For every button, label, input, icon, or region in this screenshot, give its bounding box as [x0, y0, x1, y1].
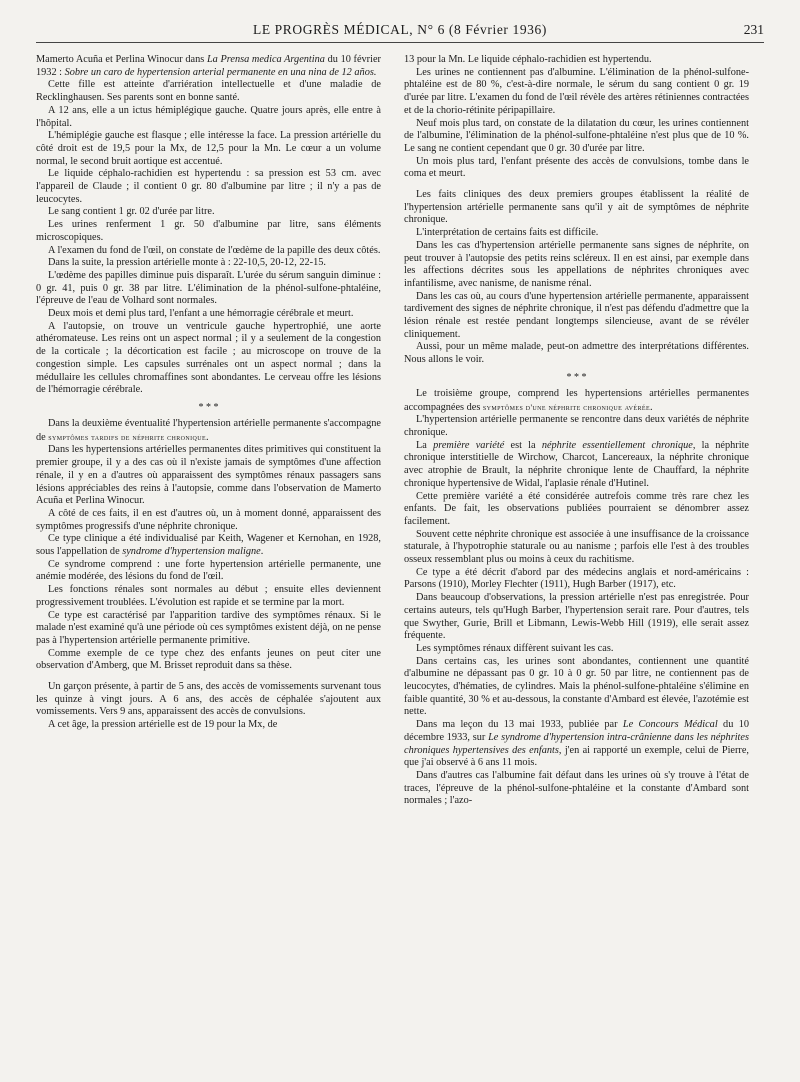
- italic-term: néphrite essentiellement chronique: [541, 439, 693, 451]
- paragraph: L'interprétation de certains faits est difficile.: [416, 227, 599, 239]
- text-run: Le troisième groupe, comprend les hypertensions artérielles permanentes accompagnées des: [404, 387, 749, 413]
- paragraph: Ce type a été décrit d'abord par des médecins anglais et nord-américains : Parsons (1910), Morley Flechter (1911), Hugh Barber (1917), etc.: [404, 566, 749, 591]
- text-run: .: [206, 431, 209, 443]
- paragraph: [36, 533, 381, 558]
- section-separator: * * *: [198, 401, 219, 413]
- paragraph: Les symptômes rénaux diffèrent suivant les cas.: [416, 642, 614, 654]
- paragraph: [36, 54, 381, 79]
- left-column: [36, 54, 381, 1064]
- paragraph: Dans les cas où, au cours d'une hypertension artérielle permanente, apparaissent tardivement des signes de néphrite chronique, il n'est pas défendu d'admettre que la lésion rénale est restée pendant longtemps silencieuse, avant de se révéler cliniquement.: [404, 290, 749, 340]
- paragraph: A côté de ces faits, il en est d'autres où, un à moment donné, apparaissent des symptômes progressifs d'une néphrite chronique.: [36, 507, 381, 532]
- text-run: Dans la deuxième éventualité l'hypertension artérielle permanente s'accompagne de: [36, 417, 381, 443]
- paragraph: Le sang contient 1 gr. 02 d'urée par litre.: [48, 206, 215, 218]
- paragraph: [36, 418, 381, 444]
- paragraph: Cette fille est atteinte d'arriération intellectuelle et d'une maladie de Recklinghausen. Ses parents sont en bonne santé.: [36, 79, 381, 104]
- journal-title: Le Concours Médical: [622, 719, 718, 731]
- paragraph: Dans beaucoup d'observations, la pression artérielle n'est pas enregistrée. Pour certains auteurs, tels qu'Hugh Barber, l'hypertension serait rare. Pour d'autres, tels que Swyther, Gurie, Brill et Libmann, Lewis-Webb Hill (1919), elle serait assez fréquente.: [404, 592, 749, 642]
- text-run: du 10 février 1932 :: [36, 54, 381, 78]
- paragraph: Les urines renferment 1 gr. 50 d'albumine par litre, sans éléments microscopiques.: [36, 219, 381, 243]
- paragraph: Les urines ne contiennent pas d'albumine. L'élimination de la phénol-sulfone-phtaléine est de 80 %, c'est-à-dire normale, le sérum du sang contient 0 gr. 19 d'urée par litre. L'examen du fond de l'œil révèle des artères rétiniennes contractées et de la chorio-rétinite péripapillaire.: [404, 66, 749, 116]
- paragraph: Les fonctions rénales sont normales au début ; ensuite elles deviennent progressivement troublées. L'évolution est rapide et se termine par la mort.: [36, 584, 381, 608]
- italic-term: première variété: [433, 439, 505, 451]
- journal-title: La Prensa medica Argentina: [206, 54, 325, 65]
- paragraph: L'hémiplégie gauche est flasque ; elle intéresse la face. La pression artérielle du côté droit est de 19,5 pour la Mx, de 12,5 pour la Mn. Le cœur a un volume normal, le second bruit aortique est accentué.: [36, 130, 381, 167]
- paragraph: L'œdème des papilles diminue puis disparaît. L'urée du sérum sanguin diminue : 0 gr. 41, puis 0 gr. 38 par litre. L'élimination de la phénol-sulfone-phtaléine, l'épreuve de l'eau de Volhard sont normales.: [36, 269, 381, 307]
- paragraph: L'hypertension artérielle permanente se rencontre dans deux variétés de néphrite chronique.: [404, 414, 749, 438]
- text-run: .: [260, 546, 264, 558]
- section-separator: * * *: [566, 371, 587, 383]
- text-run: est la: [504, 439, 542, 451]
- paragraph: [404, 440, 749, 491]
- paragraph: Dans la suite, la pression artérielle monte à : 22-10,5, 20-12, 22-15.: [48, 257, 326, 269]
- lecture-title: Le syndrome d'hypertension intra-crânienne dans les néphrites chroniques hypertensives des enfants: [404, 731, 749, 756]
- paragraph: Un mois plus tard, l'enfant présente des accès de convulsions, tombe dans le coma et meurt.: [404, 155, 749, 180]
- paragraph: [404, 719, 749, 770]
- paragraph: 13 pour la Mn. Le liquide céphalo-rachidien est hypertendu.: [404, 54, 652, 65]
- paragraph: Souvent cette néphrite chronique est associée à une insuffisance de la croissance staturale, à l'hypotrophie staturale ou au nanisme ; parfois elle l'est à des troubles osseux ressemblant plus ou moins à ceux du rachitisme.: [404, 528, 749, 566]
- text-run: .: [650, 401, 653, 413]
- paragraph: Ce type est caractérisé par l'apparition tardive des symptômes rénaux. Si le malade n'est examiné qu'à une période où ces symptômes existent déjà, on ne pense pas à l'hypertension artérielle permanente primitive.: [36, 609, 381, 646]
- text-run: Dans ma leçon du 13 mai 1933, publiée par: [416, 719, 623, 731]
- running-header: [36, 22, 764, 43]
- paragraph: A l'examen du fond de l'œil, on constate de l'œdème de la papille des deux côtés.: [48, 244, 381, 256]
- paragraph: A l'autopsie, on trouve un ventricule gauche hypertrophié, une aorte athéromateuse. Les reins ont un aspect normal ; il y a seulement de la congestion de la corticale ; la décortication est facile ; au microscope on trouve de la congestion simple. Les capsules surrénales ont un aspect normal ; dans la médullaire les cellules chromaffines sont abondantes. Le cerveau offre les lésions de l'hémorragie cérébrale.: [36, 320, 381, 396]
- text-run: Ce type clinique a été individualisé par Keith, Wagener et Kernohan, en 1928, sous l'appellation de: [36, 533, 381, 558]
- paragraph: Comme exemple de ce type chez des enfants jeunes on peut citer une observation d'Amberg, que M. Brisset reproduit dans sa thèse.: [36, 647, 381, 672]
- text-run: , la néphrite chronique interstitielle de Wirchow, Charcot, Lancereaux, la néphrite chronique avec atrophie de Brault, la néphrite chronique lente de Chauffard, la néphrite chronique hypertensive de Widal, l'aplasie rénale d'Hutinel.: [404, 439, 749, 489]
- paragraph: Le liquide céphalo-rachidien est hypertendu : sa pression est 53 cm. avec l'appareil de Claude ; il contient 0 gr. 80 d'albumine par litre ; il n'y a pas de leucocytes.: [36, 168, 381, 205]
- paragraph: Neuf mois plus tard, on constate de la dilatation du cœur, les urines contiennent de l'albumine, l'élimination de la phénol-sulfone-phtaléine n'est plus que de 10 %. Le sang ne contient cependant que 0 gr. 30 d'urée par litre.: [404, 117, 749, 154]
- paragraph: Ce syndrome comprend : une forte hypertension artérielle permanente, une anémie modérée, des lésions du fond de l'œil.: [36, 558, 381, 583]
- paragraph: Un garçon présente, à partir de 5 ans, des accès de vomissements survenant tous les quinze à vingt jours. A 6 ans, des accès de céphalée s'ajoutent aux vomissements. Vers 9 ans, apparaissent des accès de convulsions.: [36, 681, 381, 718]
- paragraph: Dans les cas d'hypertension artérielle permanente sans signes de néphrite, on peut trouver à l'autopsie des petits reins scléreux. Il en est ainsi, par exemple dans les affections décrites sous les appellations de néphrites chroniques avec infantilisme, avec nanisme, de nanisme rénal.: [404, 239, 749, 289]
- italic-term: syndrome d'hypertension maligne: [122, 546, 261, 558]
- paragraph: A cet âge, la pression artérielle est de 19 pour la Mx, de: [48, 719, 278, 731]
- text-run: Mamerto Acuña et Perlina Winocur dans: [36, 54, 207, 65]
- text-run: La: [416, 439, 434, 451]
- small-caps-term: symptômes tardifs de néphrite chronique: [48, 431, 207, 442]
- running-title: LE PROGRÈS MÉDICAL, N° 6 (8 Février 1936): [253, 22, 547, 37]
- paragraph: Aussi, pour un même malade, peut-on admettre des interprétations différentes. Nous allons le voir.: [404, 341, 749, 366]
- page-number: 231: [743, 22, 764, 37]
- paragraph: Dans les hypertensions artérielles permanentes dites primitives qui constituent la premier groupe, il y a des cas où il n'existe jamais de symptômes d'une affection rénale, il y en a d'autres où apparaissent des symptômes rénaux passagers sans lésions appréciables des reins à l'autopsie, comme dans l'observation de Mamerto Acuña et Perlina Winocur.: [36, 444, 381, 507]
- paragraph: Dans d'autres cas l'albumine fait défaut dans les urines où s'y trouve à l'état de traces, l'épreuve de la phénol-sulfone-phtaléine et la constante d'Ambard sont normales ; l'azo-: [404, 769, 749, 807]
- right-column: [404, 54, 749, 1064]
- paragraph: Cette première variété a été considérée autrefois comme très rare chez les enfants. De fait, les observations publiées pourraient se dénombrer assez facilement.: [404, 490, 749, 527]
- text-run: du 10 décembre 1933, sur: [404, 719, 749, 743]
- paragraph: [404, 388, 749, 414]
- small-caps-term: symptômes d'une néphrite chronique avérée: [482, 401, 651, 412]
- paragraph: Deux mois et demi plus tard, l'enfant a une hémorragie cérébrale et meurt.: [48, 308, 354, 320]
- text-run: , j'en ai rapporté un exemple, celui de Pierre, que j'ai observé à 6 ans 11 mois.: [404, 744, 749, 769]
- paragraph: Les faits cliniques des deux premiers groupes établissent la réalité de l'hypertension artérielle permanente sans qu'il y ait de symptômes de néphrite chronique.: [404, 189, 749, 226]
- paragraph: A 12 ans, elle a un ictus hémiplégique gauche. Quatre jours après, elle entre à l'hôpital.: [36, 104, 381, 129]
- paragraph: Dans certains cas, les urines sont abondantes, contiennent une quantité d'albumine ne dépassant pas 0 gr. 10 à 0 gr. 50 par litre, ne contiennent pas de leucocytes, d'hématies, de cylindres. Mais la phénol-sulfone-phtaléine s'élimine en faible quantité, 30 % et au-dessous, la constante d'Ambard est élevée, l'azotémie est nette.: [404, 655, 749, 718]
- article-title: Sobre un caro de hypertension arterial permanente en una nina de 12 años.: [64, 66, 377, 78]
